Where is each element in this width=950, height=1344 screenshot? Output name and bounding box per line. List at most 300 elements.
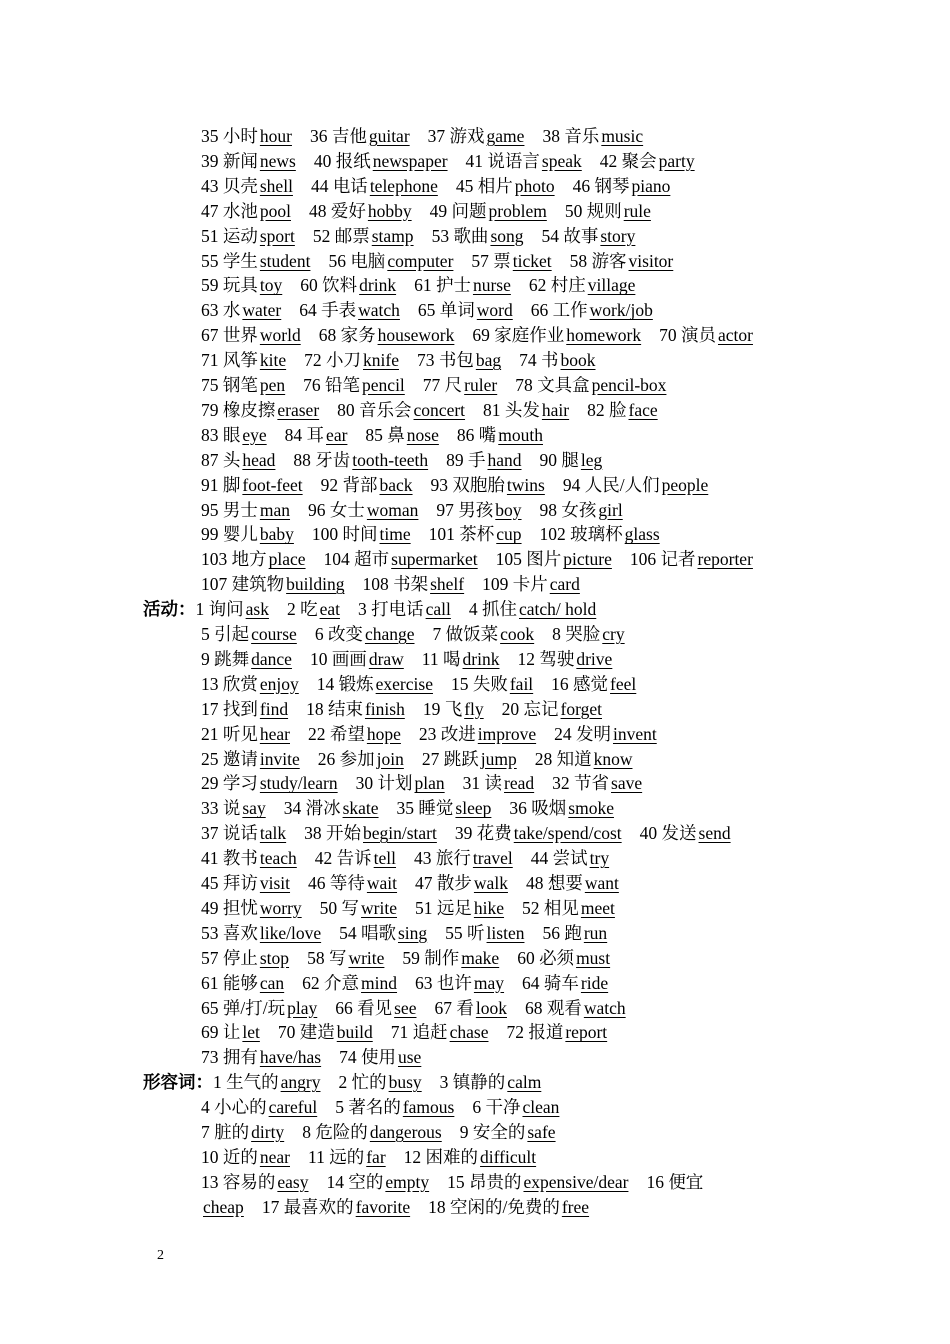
vocab-entry (540, 498, 623, 522)
english-word: speak (541, 150, 582, 171)
vocab-entry (201, 249, 310, 273)
english-word: difficult (480, 1146, 537, 1167)
chinese-term: 3 打电话 (357, 599, 424, 620)
vocab-entry (455, 821, 622, 845)
vocab-entry (308, 722, 401, 746)
english-word: time (379, 524, 411, 545)
vocab-line (143, 1070, 559, 1094)
chinese-term: 78 文具盒 (515, 375, 590, 395)
vocab-entry (201, 921, 321, 945)
vocab-line (201, 149, 713, 173)
english-word: enjoy (259, 673, 299, 694)
section-label: 活动： (143, 599, 196, 620)
vocab-entry (483, 398, 569, 422)
section-label: 形容词： (143, 1072, 213, 1093)
vocab-entry (440, 1070, 542, 1094)
vocab-entry (542, 224, 636, 248)
vocab-entry (303, 373, 405, 397)
vocab-entry (201, 348, 286, 372)
chinese-term: 36 吉他 (309, 126, 367, 146)
vocab-entry (201, 896, 302, 920)
chinese-term: 42 聚会 (599, 150, 657, 171)
chinese-term: 29 学习 (201, 773, 258, 794)
vocab-entry (573, 174, 671, 198)
vocab-entry (201, 1120, 284, 1144)
english-word: careful (268, 1097, 318, 1118)
vocab-line (201, 1020, 625, 1044)
vocab-line (201, 572, 598, 596)
chinese-term: 59 玩具 (201, 275, 258, 296)
vocab-entry (201, 224, 295, 248)
english-word: take/spend/cost (513, 823, 622, 844)
vocab-entry (422, 647, 500, 671)
vocab-line (201, 398, 676, 422)
english-word: head (242, 449, 276, 470)
english-word: book (560, 350, 596, 371)
vocab-entry (308, 498, 418, 522)
chinese-term: 46 等待 (308, 873, 365, 893)
english-word: pool (259, 200, 291, 221)
vocab-entry (201, 547, 306, 571)
vocab-entry (262, 1195, 410, 1219)
english-word: photo (514, 175, 555, 196)
english-word: hear (259, 723, 290, 744)
vocab-entry (201, 821, 286, 845)
vocab-entry (391, 1020, 489, 1044)
chinese-term: 15 昂贵的 (447, 1171, 522, 1192)
english-word: water (242, 300, 282, 321)
chinese-term: 102 玻璃杯 (539, 524, 623, 545)
english-word: worry (259, 897, 302, 918)
chinese-term: 107 建筑物 (201, 574, 285, 595)
chinese-term: 58 写 (307, 947, 347, 968)
chinese-term: 17 找到 (201, 698, 258, 719)
vocab-entry (529, 273, 636, 297)
chinese-term: 50 规则 (564, 200, 622, 221)
vocab-entry (630, 547, 753, 571)
english-word: telephone (369, 175, 438, 196)
chinese-term: 40 报纸 (313, 150, 371, 171)
vocab-line (143, 597, 614, 621)
vocab-entry (201, 522, 294, 546)
english-word: work/job (589, 300, 653, 321)
chinese-term: 1 询问 (195, 599, 244, 620)
chinese-term: 34 滑冰 (283, 798, 341, 819)
vocab-line (201, 547, 771, 571)
vocab-line (201, 722, 675, 746)
vocab-entry (310, 124, 410, 148)
english-word: cry (602, 624, 625, 644)
chinese-term: 5 引起 (201, 624, 250, 644)
english-word: walk (473, 873, 508, 893)
chinese-term: 27 跳跃 (421, 748, 479, 769)
chinese-term: 42 告诉 (314, 848, 372, 869)
chinese-term: 83 眼 (201, 424, 241, 445)
english-word: piano (631, 175, 671, 196)
english-word: leg (580, 449, 603, 470)
vocab-line (201, 1170, 721, 1194)
vocab-entry (310, 647, 404, 671)
english-word: picture (563, 549, 612, 570)
english-word: housework (377, 325, 455, 346)
vocab-entry (201, 1195, 244, 1219)
chinese-term: 26 参加 (317, 748, 375, 769)
english-word: dance (251, 648, 292, 669)
vocab-entry (515, 373, 666, 397)
chinese-term: 73 拥有 (201, 1047, 258, 1068)
english-word: woman (366, 499, 419, 520)
english-word: world (259, 325, 301, 346)
vocab-entry (324, 547, 478, 571)
vocab-entry (312, 522, 411, 546)
vocab-entry (315, 846, 396, 870)
vocab-line (201, 771, 660, 795)
english-word: invent (612, 723, 657, 744)
vocab-entry (418, 298, 513, 322)
english-word: story (600, 225, 636, 246)
english-word: pencil-box (591, 375, 667, 395)
vocab-entry (213, 1070, 320, 1094)
vocab-line (201, 747, 650, 771)
chinese-term: 89 手 (446, 449, 486, 470)
english-word: easy (277, 1171, 309, 1192)
vocab-entry (646, 1170, 703, 1194)
chinese-term: 65 单词 (417, 300, 475, 321)
chinese-term: 25 邀请 (201, 748, 258, 769)
vocab-line (201, 971, 626, 995)
vocab-entry (517, 647, 612, 671)
chinese-term: 86 嘴 (456, 424, 497, 445)
english-word: building (286, 574, 345, 595)
english-word: may (473, 972, 505, 993)
vocab-line (201, 323, 771, 347)
english-word: make (461, 947, 500, 968)
chinese-term: 53 喜欢 (201, 922, 258, 943)
vocab-entry (320, 896, 397, 920)
english-word: rule (623, 200, 651, 221)
chinese-term: 106 记者 (629, 549, 696, 570)
english-word: hair (541, 399, 570, 420)
vocab-entry (201, 1145, 290, 1169)
chinese-term: 53 歌曲 (431, 225, 489, 246)
vocab-entry (563, 473, 708, 497)
vocab-line (201, 871, 637, 895)
chinese-term: 52 相见 (522, 897, 579, 918)
vocab-line (201, 498, 641, 522)
english-word: wait (366, 873, 398, 893)
chinese-term: 74 书 (519, 350, 559, 371)
chinese-term: 81 头发 (483, 399, 540, 420)
vocab-entry (414, 273, 511, 297)
chinese-term: 11 喝 (421, 648, 461, 669)
chinese-term: 28 知道 (534, 748, 592, 769)
vocab-entry (278, 1020, 373, 1044)
vocab-entry (309, 199, 412, 223)
chinese-term: 44 电话 (310, 175, 368, 196)
vocab-entry (284, 796, 379, 820)
english-word: problem (488, 200, 547, 221)
chinese-term: 47 散步 (415, 873, 472, 893)
vocab-entry (201, 846, 297, 870)
vocab-line (201, 821, 749, 845)
english-word: ticket (512, 250, 552, 271)
english-word: safe (527, 1122, 556, 1142)
chinese-term: 62 村庄 (528, 275, 586, 296)
vocab-line (201, 996, 644, 1020)
chinese-term: 69 让 (201, 1022, 241, 1043)
vocab-entry (522, 971, 608, 995)
chinese-term: 8 哭脸 (552, 624, 601, 644)
chinese-term: 109 卡片 (482, 574, 548, 595)
vocab-entry (285, 423, 348, 447)
vocab-entry (201, 747, 300, 771)
vocab-entry (502, 697, 602, 721)
vocab-entry (570, 249, 674, 273)
english-word: mind (361, 972, 398, 993)
vocab-entry (496, 547, 612, 571)
chinese-term: 80 音乐会 (337, 399, 412, 420)
english-word: sport (259, 225, 295, 246)
vocab-entry (432, 224, 524, 248)
chinese-term: 9 跳舞 (201, 648, 250, 669)
english-word: meet (580, 897, 615, 918)
english-word: cheap (203, 1196, 244, 1217)
vocab-entry (302, 971, 397, 995)
vocab-entry (337, 398, 465, 422)
chinese-term: 70 演员 (659, 325, 716, 346)
vocab-line (201, 249, 691, 273)
chinese-term: 91 脚 (201, 474, 241, 495)
chinese-term: 31 读 (462, 773, 503, 794)
chinese-term: 14 锻炼 (316, 673, 374, 694)
vocab-entry (587, 398, 658, 422)
chinese-term: 24 发明 (554, 723, 611, 744)
vocab-entry (201, 722, 290, 746)
english-word: pen (259, 375, 286, 395)
vocab-entry (423, 697, 484, 721)
english-word: ear (326, 424, 348, 445)
vocab-entry (339, 921, 427, 945)
chinese-term: 4 小心的 (201, 1097, 267, 1118)
vocab-entry (457, 423, 543, 447)
vocab-entry (525, 996, 626, 1020)
english-word: song (490, 225, 524, 246)
vocab-line (201, 174, 688, 198)
english-word: game (486, 126, 525, 146)
english-word: supermarket (391, 549, 478, 570)
vocab-entry (201, 971, 284, 995)
chinese-term: 5 著名的 (335, 1097, 401, 1118)
chinese-term: 60 饮料 (300, 275, 358, 296)
english-word: send (698, 823, 731, 844)
vocab-entry (526, 871, 619, 895)
vocab-entry (315, 622, 415, 646)
chinese-term: 70 建造 (277, 1022, 335, 1043)
english-word: tooth-teeth (352, 449, 429, 470)
english-word: can (259, 972, 285, 993)
vocab-entry (428, 124, 525, 148)
english-word: stamp (371, 225, 414, 246)
vocab-entry (517, 946, 610, 970)
chinese-term: 41 教书 (201, 848, 258, 869)
chinese-term: 35 小时 (201, 126, 258, 146)
chinese-term: 13 容易的 (201, 1171, 276, 1192)
chinese-term: 54 故事 (541, 225, 599, 246)
english-word: join (376, 748, 404, 769)
english-word: boy (495, 499, 522, 520)
chinese-term: 14 空的 (326, 1171, 384, 1192)
english-word: watch (358, 300, 400, 321)
vocab-line (201, 473, 726, 497)
vocab-entry (463, 771, 535, 795)
english-word: toy (259, 275, 283, 296)
chinese-term: 58 游客 (569, 250, 627, 271)
english-word: dirty (251, 1122, 285, 1142)
chinese-term: 59 制作 (402, 947, 460, 968)
english-word: like/love (259, 922, 322, 943)
vocab-entry (397, 796, 492, 820)
english-word: write (361, 897, 398, 918)
english-word: try (589, 848, 610, 869)
english-word: village (587, 275, 636, 296)
vocab-entry (317, 672, 433, 696)
chinese-term: 82 脸 (587, 399, 627, 420)
english-word: study/learn (259, 773, 338, 794)
chinese-term: 72 小刀 (304, 350, 361, 371)
chinese-term: 68 家务 (318, 325, 376, 346)
english-word: smoke (568, 798, 614, 819)
english-word: nurse (472, 275, 511, 296)
vocab-entry (431, 473, 545, 497)
vocab-entry (314, 149, 448, 173)
english-word: teach (259, 848, 297, 869)
vocab-line (201, 896, 633, 920)
english-word: stop (259, 947, 290, 968)
vocab-entry (335, 1095, 454, 1119)
chinese-term: 6 干净 (472, 1097, 521, 1118)
vocab-entry (311, 174, 438, 198)
vocab-entry (201, 946, 289, 970)
vocab-entry (659, 323, 753, 347)
vocab-entry (436, 498, 521, 522)
english-word: save (611, 773, 643, 794)
english-word: call (425, 599, 451, 620)
chinese-term: 93 双胞胎 (430, 474, 505, 495)
chinese-term: 13 欣赏 (201, 673, 258, 694)
vocab-entry (304, 348, 399, 372)
chinese-term: 92 背部 (320, 474, 378, 495)
english-word: eye (242, 424, 267, 445)
english-word: look (475, 997, 507, 1018)
chinese-term: 23 改进 (418, 723, 476, 744)
english-word: news (259, 150, 296, 171)
vocab-entry (335, 996, 416, 1020)
chinese-term: 61 护士 (414, 275, 471, 296)
vocab-line (201, 647, 630, 671)
vocab-line (201, 1045, 439, 1069)
chinese-term: 16 感觉 (551, 673, 609, 694)
vocab-entry (447, 1170, 628, 1194)
chinese-term: 101 茶杯 (428, 524, 495, 545)
vocab-entry (201, 149, 296, 173)
vocab-line (201, 672, 654, 696)
vocab-entry (201, 448, 275, 472)
chinese-term: 98 女孩 (539, 499, 597, 520)
chinese-term: 38 音乐 (542, 126, 600, 146)
english-word: shelf (430, 574, 465, 595)
vocab-line (201, 448, 620, 472)
vocab-entry (417, 348, 501, 372)
vocab-entry (469, 597, 596, 621)
vocab-entry (540, 448, 603, 472)
english-word: skate (342, 798, 379, 819)
vocab-entry (404, 1145, 536, 1169)
vocab-entry (445, 921, 524, 945)
chinese-term: 7 做饭菜 (432, 624, 499, 644)
vocab-entry (552, 622, 624, 646)
chinese-term: 66 看见 (335, 997, 393, 1018)
chinese-term: 17 最喜欢的 (261, 1196, 354, 1217)
chinese-term: 3 镇静的 (439, 1072, 506, 1093)
vocab-entry (482, 572, 580, 596)
english-word: dangerous (369, 1122, 442, 1142)
english-word: must (576, 947, 611, 968)
chinese-term: 75 钢笔 (201, 375, 258, 395)
vocab-entry (201, 473, 303, 497)
vocab-entry (318, 747, 404, 771)
english-word: mouth (498, 424, 543, 445)
page-number: 2 (157, 1248, 164, 1263)
chinese-term: 43 贝壳 (201, 175, 258, 196)
vocab-entry (201, 672, 299, 696)
vocab-line (201, 199, 669, 223)
vocab-entry (293, 448, 428, 472)
english-word: near (259, 1146, 290, 1167)
chinese-term: 46 钢琴 (572, 175, 630, 196)
vocab-entry (358, 597, 451, 621)
vocab-entry (338, 1070, 421, 1094)
english-word: angry (280, 1072, 321, 1093)
chinese-term: 45 拜访 (201, 873, 258, 893)
vocab-entry (472, 323, 641, 347)
chinese-term: 7 脏的 (201, 1122, 250, 1142)
vocab-entry (326, 1170, 429, 1194)
chinese-term: 95 男士 (201, 499, 258, 520)
vocab-entry (201, 174, 293, 198)
chinese-term: 64 骑车 (522, 972, 579, 993)
vocab-entry (306, 697, 405, 721)
chinese-term: 55 听 (445, 922, 485, 943)
vocab-line (201, 1145, 554, 1169)
vocab-entry (339, 1045, 421, 1069)
vocab-line (201, 224, 653, 248)
chinese-term: 105 图片 (495, 549, 562, 570)
vocab-entry (356, 771, 445, 795)
english-word: visitor (628, 250, 674, 271)
chinese-term: 55 学生 (201, 250, 258, 271)
english-word: card (549, 574, 580, 595)
chinese-term: 39 新闻 (201, 150, 258, 171)
english-word: jump (480, 748, 517, 769)
english-word: eraser (277, 399, 320, 420)
vocab-line (201, 946, 628, 970)
english-word: favorite (355, 1196, 411, 1217)
vocab-entry (430, 199, 547, 223)
english-word: draw (368, 648, 404, 669)
english-word: say (242, 798, 266, 819)
vocab-entry (304, 821, 437, 845)
english-word: read (504, 773, 535, 794)
